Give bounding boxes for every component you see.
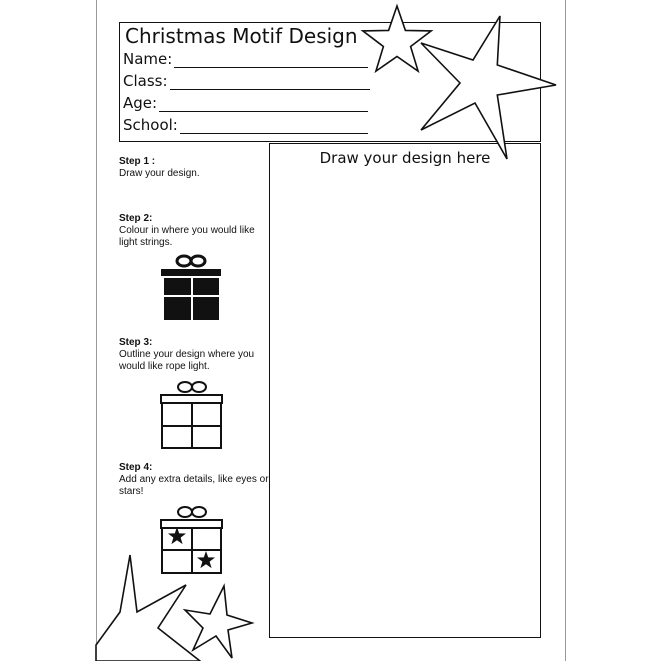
star-outline-icon xyxy=(96,555,200,661)
step-2-title: Step 2: xyxy=(119,213,153,224)
star-outline-icon xyxy=(421,16,556,159)
step-4-text: Add any extra details, like eyes or stars! xyxy=(119,474,269,497)
step-1-text: Draw your design. xyxy=(119,168,200,179)
star-outline-icon xyxy=(185,586,252,658)
step-4-title: Step 4: xyxy=(119,462,153,473)
step-3-text: Outline your design where you would like rope light. xyxy=(119,349,255,372)
gift-filled-icon xyxy=(161,256,221,320)
school-label: School: xyxy=(123,116,178,134)
star-outline-icon xyxy=(363,6,431,71)
class-label: Class: xyxy=(123,72,168,90)
page-title: Christmas Motif Design xyxy=(125,24,358,48)
step-1-title: Step 1 : xyxy=(119,156,156,167)
gift-outline-icon xyxy=(161,382,222,448)
step-2-text: Colour in where you would like light strings. xyxy=(119,225,255,248)
gift-stars-icon xyxy=(161,507,222,573)
name-label: Name: xyxy=(123,50,173,68)
step-3-title: Step 3: xyxy=(119,337,153,348)
draw-area-label: Draw your design here xyxy=(319,149,491,167)
age-label: Age: xyxy=(123,94,158,112)
